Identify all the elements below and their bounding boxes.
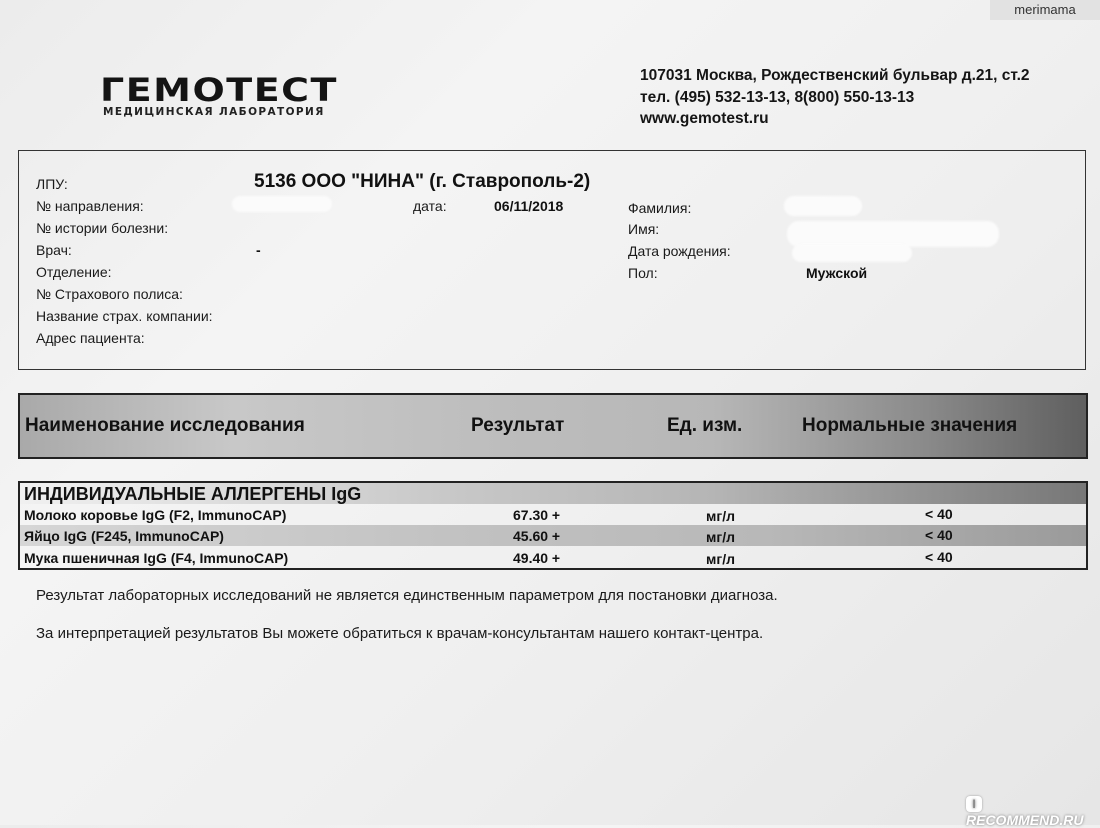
- row-result: 67.30 +: [513, 507, 561, 523]
- recommend-logo-icon: I: [966, 796, 982, 812]
- date-value: 06/11/2018: [494, 198, 564, 214]
- group-title: ИНДИВИДУАЛЬНЫЕ АЛЛЕРГЕНЫ IgG: [24, 484, 362, 504]
- surname-label: Фамилия:: [628, 200, 692, 216]
- header-test-name: Наименование исследования: [25, 415, 305, 436]
- birthdate-label: Дата рождения:: [628, 243, 731, 259]
- header-unit: Ед. изм.: [667, 415, 743, 436]
- row-norm: < 40: [925, 549, 953, 565]
- name-label: Имя:: [628, 221, 660, 237]
- redacted-birthdate: [792, 244, 912, 262]
- row-test-name: Мука пшеничная IgG (F4, ImmunoCAP): [24, 550, 289, 566]
- row-result: 49.40 +: [513, 550, 561, 566]
- redacted-referral-number: [232, 196, 332, 212]
- row-unit: мг/л: [706, 551, 735, 567]
- site-watermark: [966, 795, 1100, 828]
- referral-label: № направления:: [36, 198, 144, 214]
- row-unit: мг/л: [706, 508, 735, 524]
- disclaimer-note: Результат лабораторных исследований не является единственным параметром для постановки диагноза.: [36, 587, 778, 604]
- row-norm: < 40: [925, 506, 953, 522]
- watermark-username: merimama: [990, 0, 1100, 20]
- insurance-label: № Страхового полиса:: [36, 286, 183, 302]
- redacted-surname: [784, 196, 862, 216]
- patient-address-label: Адрес пациента:: [36, 330, 145, 346]
- date-label: дата:: [413, 198, 447, 214]
- sex-value: Мужской: [806, 265, 868, 281]
- lab-logo-subtitle: МЕДИЦИНСКАЯ ЛАБОРАТОРИЯ: [103, 106, 325, 118]
- department-label: Отделение:: [36, 264, 112, 280]
- row-test-name: Молоко коровье IgG (F2, ImmunoCAP): [24, 507, 287, 523]
- row-unit: мг/л: [706, 529, 735, 545]
- doctor-label: Врач:: [36, 242, 72, 258]
- sex-label: Пол:: [628, 265, 658, 281]
- row-test-name: Яйцо IgG (F245, ImmunoCAP): [24, 528, 224, 544]
- insurer-label: Название страх. компании:: [36, 308, 213, 324]
- lpu-label: ЛПУ:: [36, 176, 68, 192]
- doctor-value: -: [256, 242, 261, 258]
- header-normal-values: Нормальные значения: [802, 415, 1018, 436]
- lab-logo: ГЕМОТЕСТ: [100, 71, 338, 109]
- consultation-note: За интерпретацией результатов Вы можете обратиться к врачам-консультантам нашего контакт-центра.: [36, 625, 764, 642]
- lpu-value: 5136 ООО "НИНА" (г. Ставрополь-2): [254, 171, 591, 192]
- site-watermark-text: RECOMMEND.RU: [966, 812, 1084, 828]
- row-norm: < 40: [925, 527, 953, 543]
- lab-address: 107031 Москва, Рождественский бульвар д.21, ст.2: [640, 67, 1030, 84]
- row-result: 45.60 +: [513, 528, 561, 544]
- history-label: № истории болезни:: [36, 220, 169, 236]
- lab-website: www.gemotest.ru: [640, 110, 769, 127]
- lab-phone: тел. (495) 532-13-13, 8(800) 550-13-13: [640, 89, 915, 106]
- header-result: Результат: [471, 415, 565, 436]
